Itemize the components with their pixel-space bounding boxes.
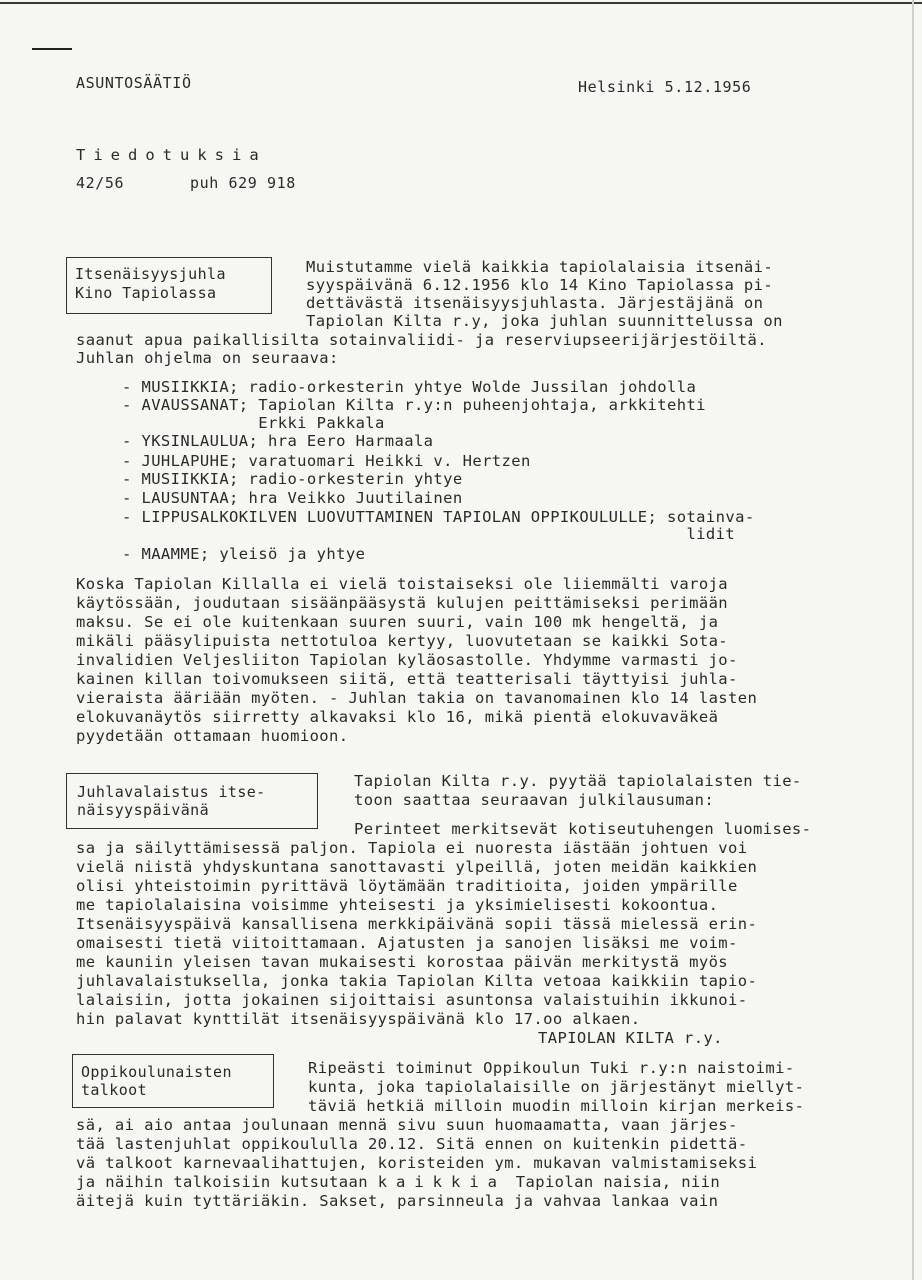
program-item: - JUHLAPUHE; varatuomari Heikki v. Hertzen	[122, 452, 531, 470]
intro-line: Muistutamme vielä kaikkia tapiolalaisia itsenäi-	[306, 258, 774, 276]
program-item: - YKSINLAULUA; hra Eero Harmaala	[122, 432, 434, 450]
intro-line: Perinteet merkitsevät kotiseutuhengen luomises-	[354, 820, 812, 838]
intro-line: Tapiolan Kilta r.y, joka juhlan suunnittelussa on	[306, 312, 783, 330]
section-heading-line: Oppikoulunaisten	[81, 1063, 232, 1081]
section-heading-line: näisyyspäivänä	[77, 801, 210, 819]
intro-line: toon saattaa seuraavan julkilausuman:	[354, 791, 715, 809]
issue-number: 42/56	[76, 174, 125, 192]
right-edge-rule	[912, 0, 914, 1280]
intro-line: syyspäivänä 6.12.1956 klo 14 Kino Tapiolassa pi-	[306, 276, 774, 294]
body-line: juhlavalaistuksella, jonka takia Tapiolan Kilta vetoaa kaikkiin tapio-	[76, 972, 758, 990]
section-heading-line: talkoot	[81, 1081, 148, 1099]
section-heading-box	[66, 773, 318, 829]
intro-line: Tapiolan Kilta r.y. pyytää tapiolalaisten tie-	[354, 772, 802, 790]
program-item: - LIPPUSALKOKILVEN LUOVUTTAMINEN TAPIOLAN OPPIKOULULLE; sotainva-	[122, 508, 755, 526]
paragraph-line: elokuvanäytös siirretty alkavaksi klo 16, mikä pientä elokuvaväkeä	[76, 708, 719, 726]
paragraph-line: invalidien Veljesliiton Tapiolan kyläosastolle. Yhdymme varmasti jo-	[76, 651, 738, 669]
section-heading-line: Itsenäisyysjuhla	[75, 265, 226, 283]
paragraph-line: maksu. Se ei ole kuitenkaan suuren suuri, vain 100 mk hengeltä, ja	[76, 613, 719, 631]
intro-line: Ripeästi toiminut Oppikoulun Tuki r.y:n naistoimi-	[308, 1059, 795, 1077]
program-item: - MUSIIKKIA; radio-orkesterin yhtye Wolde Jussilan johdolla	[122, 378, 697, 396]
body-line: saanut apua paikallisilta sotainvaliidi- ja reserviupseerijärjestöiltä.	[76, 331, 767, 349]
paragraph-line: käytössään, joudutaan sisäänpääsystä kulujen peittämiseksi perimään	[76, 594, 729, 612]
intro-line: täviä hetkiä milloin muodin milloin kirjan merkeis-	[308, 1097, 805, 1115]
body-line: tää lastenjuhlat oppikoululla 20.12. Sitä ennen on kuitenkin pidettä-	[76, 1135, 748, 1153]
body-text: Tapiolan naisia, niin	[506, 1173, 721, 1191]
program-item: - MUSIIKKIA; radio-orkesterin yhtye	[122, 470, 463, 488]
body-line: me tapiolalaisina voisimme yhteisesti ja yksimielisesti kokoontua.	[76, 896, 719, 914]
body-line	[76, 1173, 720, 1191]
program-item: - LAUSUNTAA; hra Veikko Juutilainen	[122, 489, 463, 507]
body-line: olisi yhteistoimin pyrittävä löytämään traditioita, joiden ympärille	[76, 877, 738, 895]
corner-dash	[32, 48, 72, 50]
phone-number: puh 629 918	[190, 174, 296, 192]
body-line: äitejä kuin tyttäriäkin. Sakset, parsinneula ja vahvaa lankaa vain	[76, 1192, 719, 1210]
body-line: hin palavat kynttilät itsenäisyyspäivänä klo 17.oo alkaen.	[76, 1010, 641, 1028]
paragraph-line: kainen killan toivomukseen siitä, että teatterisali täyttyisi juhla-	[76, 670, 738, 688]
organization-name: ASUNTOSÄÄTIÖ	[76, 74, 192, 92]
program-item: lidit	[122, 525, 736, 543]
body-line: Juhlan ohjelma on seuraava:	[76, 349, 339, 367]
program-item: - AVAUSSANAT; Tapiolan Kilta r.y:n puheenjohtaja, arkkitehti	[122, 396, 706, 414]
intro-line: kunta, joka tapiolalaisille on järjestänyt miellyt-	[308, 1078, 805, 1096]
body-line: omaisesti tietä viitoittamaan. Ajatusten ja sanojen lisäksi me voim-	[76, 934, 738, 952]
top-edge-rule	[0, 2, 922, 4]
signature: TAPIOLAN KILTA r.y.	[538, 1029, 723, 1047]
section-heading-line: Juhlavalaistus itse-	[77, 783, 266, 801]
paragraph-line: pyydetään ottamaan huomioon.	[76, 727, 349, 745]
emphasized-word: kaikkia	[377, 1173, 507, 1191]
body-line: Itsenäisyyspäivä kansallisena merkkipäivänä sopii tässä mielessä erin-	[76, 915, 758, 933]
intro-line: dettävästä itsenäisyysjuhlasta. Järjestäjänä on	[306, 294, 764, 312]
program-item: Erkki Pakkala	[122, 414, 385, 432]
paragraph-line: vieraista ääriään myöten. - Juhlan takia on tavanomainen klo 14 lasten	[76, 689, 758, 707]
body-text: ja näihin talkoisiin kutsutaan	[76, 1173, 378, 1191]
bulletin-title: Tiedotuksia	[76, 146, 267, 164]
body-line: vielä niistä yhdyskuntana sanottavasti ylpeillä, joten meidän kaikkien	[76, 858, 758, 876]
body-line: sä, ai aio antaa joulunaan mennä sivu suun huomaamatta, vaan järjes-	[76, 1116, 738, 1134]
body-line: me kauniin yleisen tavan mukaisesti korostaa päivän merkitystä myös	[76, 953, 729, 971]
paragraph-line: mikäli pääsylipuista nettotuloa kertyy, luovutetaan se kaikki Sota-	[76, 632, 729, 650]
program-item: - MAAMME; yleisö ja yhtye	[122, 545, 366, 563]
place-date: Helsinki 5.12.1956	[578, 78, 752, 96]
section-heading-line: Kino Tapiolassa	[75, 284, 217, 302]
body-line: lalaisiin, jotta jokainen sijoittaisi asuntonsa valaistuihin ikkunoi-	[76, 991, 748, 1009]
paragraph-line: Koska Tapiolan Killalla ei vielä toistaiseksi ole liiemmälti varoja	[76, 575, 729, 593]
section-heading-box	[66, 257, 272, 314]
section-heading-box	[72, 1054, 274, 1108]
body-line: vä talkoot karnevaalihattujen, koristeiden ym. mukavan valmistamiseksi	[76, 1154, 758, 1172]
body-line: sa ja säilyttämisessä paljon. Tapiola ei nuoresta iästään johtuen voi	[76, 839, 748, 857]
